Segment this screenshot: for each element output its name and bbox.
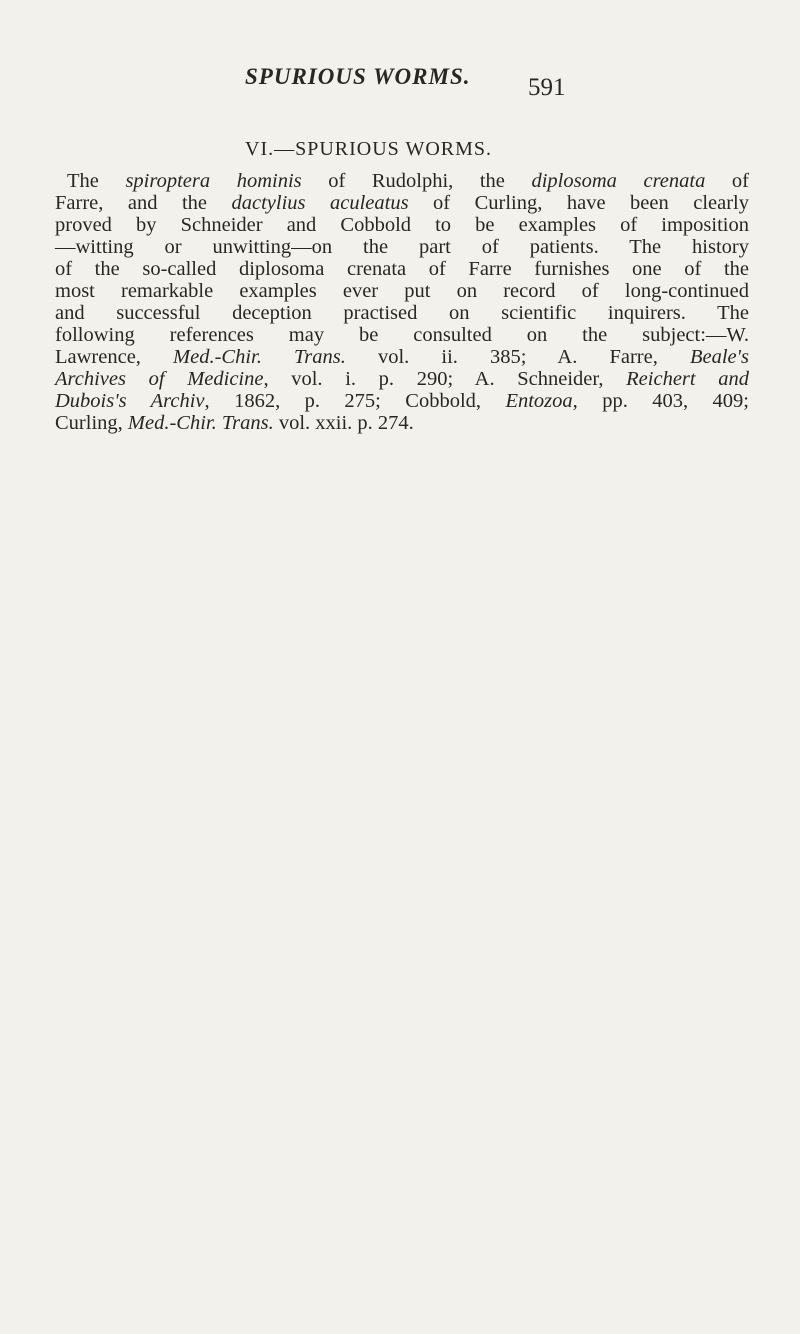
italic-text-segment: dactylius aculeatus [231, 192, 409, 214]
italic-text-segment: Med.-Chir. Trans. [127, 412, 274, 434]
text-line [55, 324, 749, 346]
text-segment: —witting or unwitting—on the part of patients. The history [55, 236, 749, 258]
text-line [55, 302, 749, 324]
text-segment: and successful deception practised on scientific inquirers. The [55, 302, 749, 324]
body-paragraph [55, 170, 749, 434]
page-number: 591 [528, 74, 566, 101]
text-line [55, 170, 749, 192]
text-segment: vol. xxii. p. 274. [273, 412, 414, 434]
text-line [55, 280, 749, 302]
text-line [55, 346, 749, 368]
italic-text-segment: Reichert and [626, 368, 749, 390]
text-segment: most remarkable examples ever put on record of long-continued [55, 280, 749, 302]
text-segment: following references may be consulted on the subject:—W. [55, 324, 749, 346]
text-segment: of the so-called diplosoma crenata of Farre furnishes one of the [55, 258, 749, 280]
text-segment: , pp. 403, 409; [572, 390, 749, 412]
text-segment: proved by Schneider and Cobbold to be examples of imposition [55, 214, 749, 236]
text-line [55, 258, 749, 280]
italic-text-segment: Entozoa [505, 390, 573, 412]
text-line [55, 390, 749, 412]
text-segment: vol. ii. 385; A. Farre, [345, 346, 690, 368]
text-segment: of [705, 170, 749, 192]
italic-text-segment: spiroptera hominis [125, 170, 302, 192]
text-segment: Curling, [55, 412, 128, 434]
text-line [55, 236, 749, 258]
text-segment: of Curling, have been clearly [408, 192, 749, 214]
running-head-title: SPURIOUS WORMS. [245, 64, 471, 89]
text-segment: , 1862, p. 275; Cobbold, [204, 390, 506, 412]
text-segment: Farre, and the [55, 192, 232, 214]
text-segment: of Rudolphi, the [301, 170, 532, 192]
text-segment: The [67, 170, 126, 192]
text-line [55, 412, 749, 434]
section-heading: VI.—SPURIOUS WORMS. [245, 138, 493, 160]
italic-text-segment: diplosoma crenata [531, 170, 706, 192]
italic-text-segment: Med.-Chir. Trans. [173, 346, 346, 368]
text-line [55, 214, 749, 236]
text-segment: , vol. i. p. 290; A. Schneider, [263, 368, 627, 390]
italic-text-segment: Dubois's Archiv [55, 390, 205, 412]
text-line [55, 368, 749, 390]
italic-text-segment: Archives of Medicine [55, 368, 264, 390]
text-segment: Lawrence, [55, 346, 174, 368]
text-line [55, 192, 749, 214]
italic-text-segment: Beale's [689, 346, 749, 368]
